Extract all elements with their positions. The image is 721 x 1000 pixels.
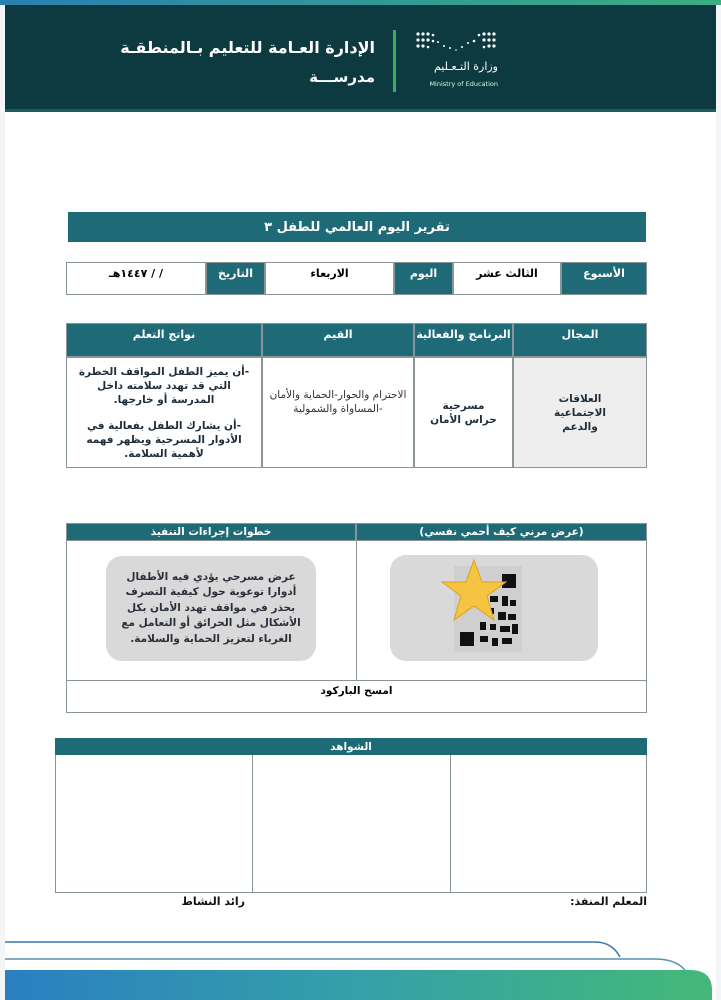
date-label: التاريخ	[206, 262, 265, 295]
header-banner	[5, 5, 716, 112]
day-value: الاربعاء	[265, 262, 394, 295]
week-label: الأسبوع	[561, 262, 647, 295]
logo-arabic-text: وزارة التـعـليم	[433, 60, 498, 73]
header-values: القيم	[262, 323, 414, 357]
outcome-2: -أن يشارك الطفل بفعالية في الأدوار المسرحية ويظهر فهمه لأهمية السلامة.	[86, 419, 242, 460]
column-divider	[356, 541, 357, 680]
values-cell: الاحترام والحوار-الحماية والأمان -المساواة والشمولية	[262, 357, 414, 468]
program-cell: مسرحية حراس الأمان	[414, 357, 513, 468]
ministry-logo-icon	[414, 30, 498, 54]
school-name: مدرســـة	[309, 68, 375, 86]
day-label: اليوم	[394, 262, 453, 295]
scan-barcode-label: امسح الباركود	[320, 685, 393, 697]
activity-leader-label: رائد النشاط	[181, 895, 245, 908]
header-title: الإدارة العـامة للتعليم بـالمنطقـة	[120, 38, 375, 57]
header-domain: المجال	[513, 323, 647, 357]
header-program: البرنامج والفعالية	[414, 323, 513, 357]
week-value: الثالث عشر	[453, 262, 561, 295]
report-title: تقرير اليوم العالمي للطفل ٣	[68, 212, 646, 242]
outcomes-cell	[66, 357, 262, 468]
footer-decoration	[0, 935, 721, 1000]
evidence-divider	[252, 755, 253, 893]
evidence-divider	[450, 755, 451, 893]
domain-cell: العلاقات الاجتماعية والدعم	[513, 357, 647, 468]
header-divider	[393, 30, 396, 92]
date-value: / / ١٤٤٧هـ	[66, 262, 206, 295]
logo-english-text: Ministry of Education	[429, 80, 498, 88]
evidence-table	[55, 738, 647, 893]
outcome-1: -أن يميز الطفل المواقف الخطرة التي قد تهدد سلامته داخل المدرسة أو خارجها.	[78, 365, 250, 406]
evidence-header: الشواهد	[55, 738, 647, 755]
steps-right-header: (عرض مرني كيف أحمي نفسي)	[356, 523, 647, 541]
steps-description: عرض مسرحي يؤدي فيه الأطفال أدوارا توعوية حول كيفية التصرف بحذر في مواقف تهدد الأمان بكل الأشكال مثل الحرائق أو التعامل مع الغرباء لتعزيز الحماية والسلامة.	[106, 556, 316, 661]
qr-code-icon[interactable]	[440, 552, 536, 654]
header-outcomes: نواتج التعلم	[66, 323, 262, 357]
steps-left-header: خطوات إجراءات التنفيذ	[66, 523, 356, 541]
teacher-signature-label: المعلم المنفذ:	[570, 895, 647, 908]
